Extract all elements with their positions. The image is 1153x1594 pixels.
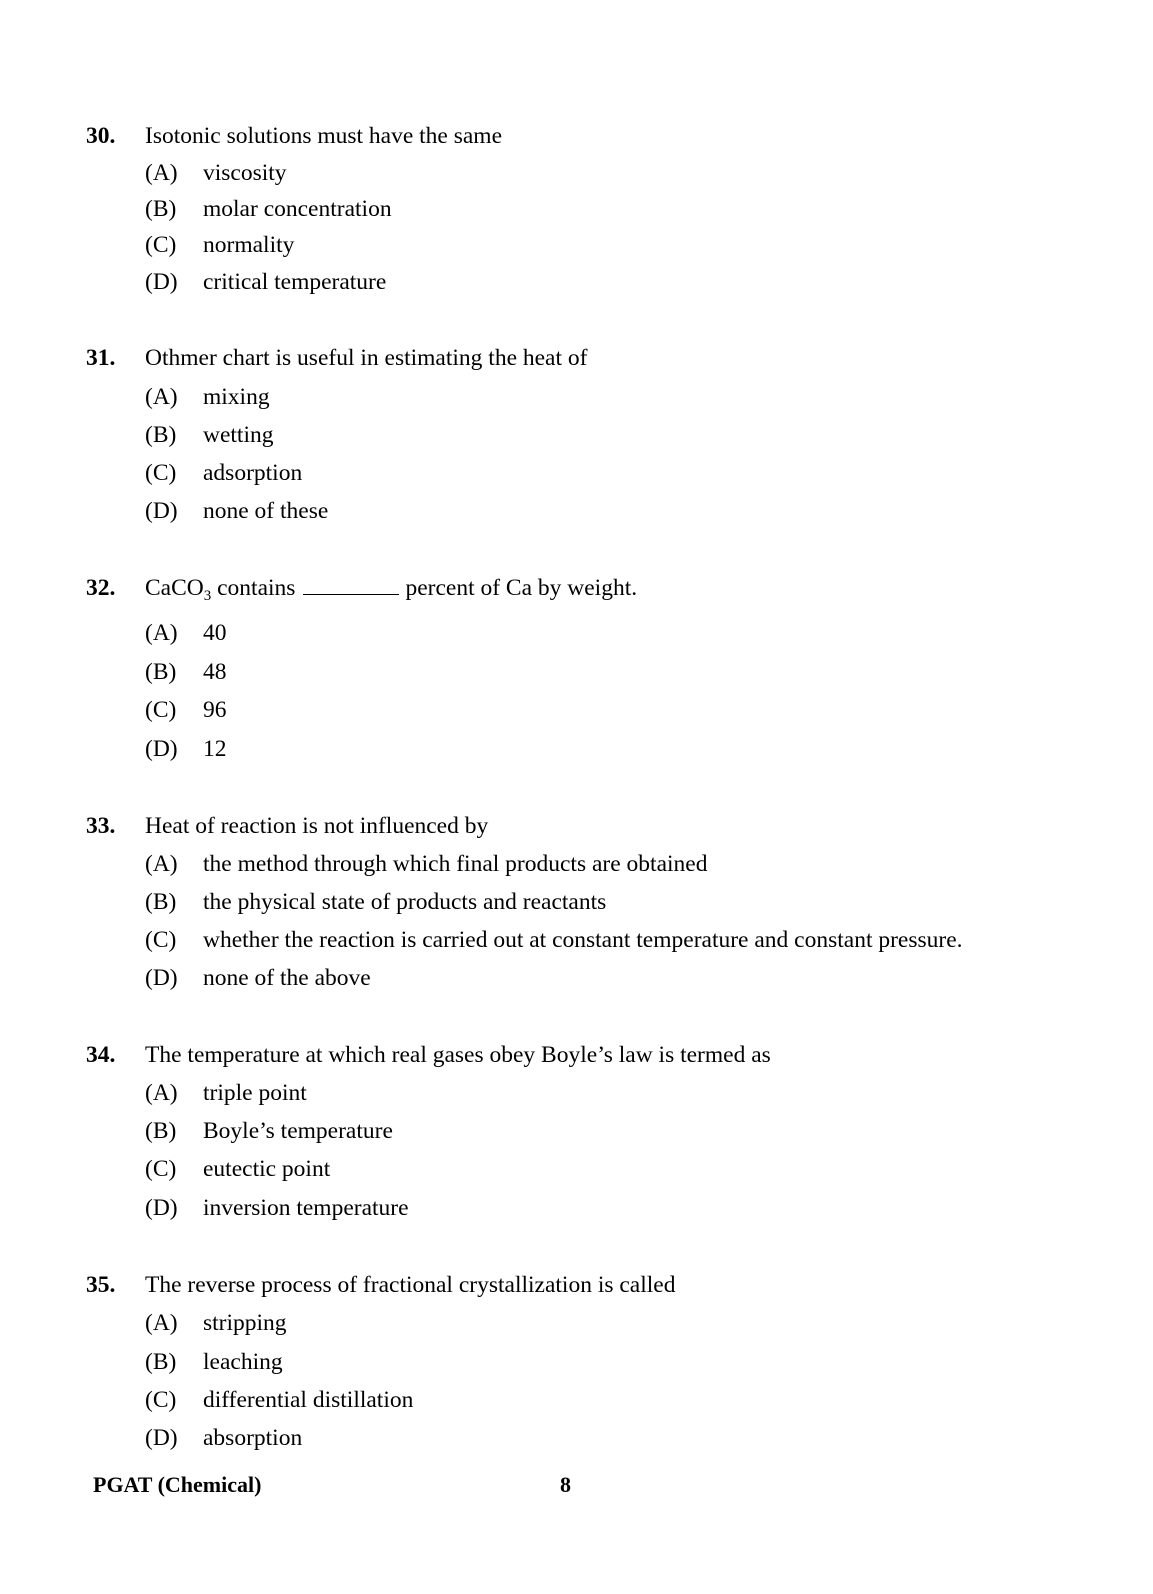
page-number: 8	[560, 1472, 571, 1497]
option-label: (B)	[145, 1118, 177, 1144]
option-label: (C)	[145, 697, 177, 723]
option-label: (D)	[145, 1425, 178, 1451]
formula-caco3: CaCO	[145, 575, 204, 601]
option-text: wetting	[203, 422, 274, 448]
option-text: mixing	[203, 384, 270, 410]
option-label: (B)	[145, 196, 177, 222]
option-label: (B)	[145, 422, 177, 448]
question-text: Heat of reaction is not influenced by	[145, 813, 489, 839]
option-label: (C)	[145, 232, 177, 258]
option-label: (A)	[145, 620, 178, 646]
question-number: 35.	[86, 1272, 116, 1298]
option-label: (A)	[145, 1080, 178, 1106]
page-footer	[0, 1470, 1153, 1500]
option-label: (D)	[145, 269, 178, 295]
option-text: absorption	[203, 1425, 303, 1451]
question-text	[145, 573, 637, 603]
option-text: Boyle’s temperature	[203, 1118, 393, 1144]
option-label: (C)	[145, 927, 177, 953]
question-number: 32.	[86, 575, 116, 601]
question-number: 31.	[86, 345, 116, 371]
question-text: Isotonic solutions must have the same	[145, 123, 503, 149]
option-text: stripping	[203, 1310, 287, 1336]
option-text: none of these	[203, 498, 329, 524]
option-label: (B)	[145, 889, 177, 915]
option-text: the method through which final products are obtained	[203, 851, 708, 877]
question-text: The temperature at which real gases obey Boyle’s law is termed as	[145, 1042, 771, 1068]
option-text: 40	[203, 620, 227, 646]
option-text: 12	[203, 736, 227, 762]
option-label: (D)	[145, 498, 178, 524]
paper-title: PGAT (Chemical)	[93, 1472, 262, 1497]
option-text: viscosity	[203, 160, 287, 186]
option-text: normality	[203, 232, 295, 258]
option-label: (D)	[145, 1195, 178, 1221]
option-label: (A)	[145, 384, 178, 410]
question-text: The reverse process of fractional crystallization is called	[145, 1272, 676, 1298]
option-label: (A)	[145, 851, 178, 877]
option-text: triple point	[203, 1080, 307, 1106]
option-label: (C)	[145, 1387, 177, 1413]
question-number: 33.	[86, 813, 116, 839]
option-text: differential distillation	[203, 1387, 414, 1413]
question-text: Othmer chart is useful in estimating the heat of	[145, 345, 588, 371]
option-text: 48	[203, 659, 227, 685]
option-label: (C)	[145, 1156, 177, 1182]
question-text-rest: percent of Ca by weight.	[405, 575, 638, 601]
option-text: critical temperature	[203, 269, 387, 295]
option-label: (A)	[145, 160, 178, 186]
option-label: (D)	[145, 736, 178, 762]
option-label: (C)	[145, 460, 177, 486]
option-text: eutectic point	[203, 1156, 331, 1182]
option-text: whether the reaction is carried out at constant temperature and constant pressure.	[203, 927, 963, 953]
question-number: 34.	[86, 1042, 116, 1068]
option-text: inversion temperature	[203, 1195, 409, 1221]
option-text: 96	[203, 697, 227, 723]
option-text: leaching	[203, 1349, 283, 1375]
answer-blank	[303, 576, 399, 595]
option-text: none of the above	[203, 965, 371, 991]
option-label: (B)	[145, 1349, 177, 1375]
question-number: 30.	[86, 123, 116, 149]
question-text-contains: contains	[217, 575, 296, 601]
option-label: (B)	[145, 659, 177, 685]
option-text: molar concentration	[203, 196, 392, 222]
formula-subscript: 3	[203, 588, 212, 604]
option-label: (A)	[145, 1310, 178, 1336]
option-text: the physical state of products and reactants	[203, 889, 607, 915]
option-text: adsorption	[203, 460, 303, 486]
option-label: (D)	[145, 965, 178, 991]
